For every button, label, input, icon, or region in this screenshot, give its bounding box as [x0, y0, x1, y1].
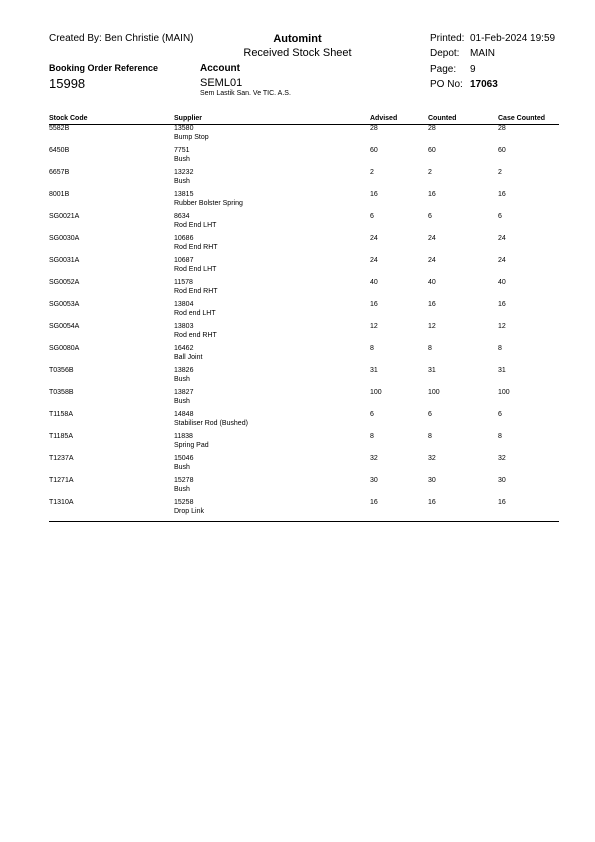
- stock-code-cell: T1237A: [49, 455, 74, 462]
- stock-code-cell: SG0031A: [49, 257, 80, 264]
- account-label: Account: [200, 63, 240, 74]
- page-number: 9: [470, 64, 476, 75]
- table-row: [49, 190, 559, 212]
- supplier-cell: [174, 256, 370, 278]
- item-description: Rubber Bolster Spring: [174, 200, 243, 207]
- item-description: Bush: [174, 398, 190, 405]
- supplier-code: 13803: [174, 323, 194, 330]
- depot-value: MAIN: [470, 48, 495, 59]
- supplier-code: 10686: [174, 235, 194, 242]
- counted-cell: 6: [428, 411, 432, 418]
- case-counted-cell: 24: [498, 257, 506, 264]
- item-description: Bush: [174, 178, 190, 185]
- counted-cell: 24: [428, 235, 436, 242]
- case-counted-cell: 6: [498, 213, 502, 220]
- stock-code-cell: 8001B: [49, 191, 70, 198]
- advised-cell: 12: [370, 323, 378, 330]
- table-row: [49, 498, 559, 520]
- case-counted-cell: 60: [498, 147, 506, 154]
- item-description: Stabiliser Rod (Bushed): [174, 420, 248, 427]
- supplier-cell: [174, 190, 370, 212]
- table-row: [49, 256, 559, 278]
- item-description: Bush: [174, 486, 190, 493]
- supplier-cell: [174, 498, 370, 520]
- supplier-code: 13804: [174, 301, 194, 308]
- advised-cell: 100: [370, 389, 382, 396]
- advised-cell: 6: [370, 213, 374, 220]
- case-counted-cell: 8: [498, 433, 502, 440]
- table-bottom-rule: [49, 521, 559, 522]
- table-row: [49, 168, 559, 190]
- stock-code-cell: T1185A: [49, 433, 73, 440]
- table-row: [49, 212, 559, 234]
- supplier-cell: [174, 300, 370, 322]
- case-counted-cell: 8: [498, 345, 502, 352]
- case-counted-cell: 16: [498, 301, 506, 308]
- case-counted-cell: 40: [498, 279, 506, 286]
- printed-value: 01-Feb-2024 19:59: [470, 33, 556, 44]
- advised-cell: 32: [370, 455, 378, 462]
- table-row: [49, 410, 559, 432]
- created-by-label: Created By:: [49, 33, 102, 44]
- table-row: [49, 388, 559, 410]
- supplier-code: 8634: [174, 213, 190, 220]
- counted-cell: 28: [428, 125, 436, 132]
- item-description: Bush: [174, 464, 190, 471]
- stock-code-cell: T1158A: [49, 411, 73, 418]
- counted-cell: 8: [428, 433, 432, 440]
- col-case-counted: Case Counted: [498, 115, 546, 122]
- item-description: Rod End RHT: [174, 288, 218, 295]
- stock-code-cell: T1310A: [49, 499, 74, 506]
- item-description: Rod end LHT: [174, 310, 216, 317]
- counted-cell: 32: [428, 455, 436, 462]
- supplier-code: 13815: [174, 191, 194, 198]
- case-counted-cell: 100: [498, 389, 510, 396]
- stock-code-cell: SG0054A: [49, 323, 80, 330]
- supplier-cell: [174, 432, 370, 454]
- table-row: [49, 146, 559, 168]
- supplier-cell: [174, 388, 370, 410]
- stock-code-cell: SG0021A: [49, 213, 80, 220]
- advised-cell: 2: [370, 169, 374, 176]
- counted-cell: 8: [428, 345, 432, 352]
- item-description: Bush: [174, 156, 190, 163]
- supplier-cell: [174, 124, 370, 146]
- stock-table: [49, 115, 559, 520]
- advised-cell: 40: [370, 279, 378, 286]
- supplier-code: 13827: [174, 389, 194, 396]
- case-counted-cell: 16: [498, 499, 506, 506]
- stock-code-cell: 5582B: [49, 125, 70, 132]
- counted-cell: 60: [428, 147, 436, 154]
- item-description: Rod End LHT: [174, 266, 217, 273]
- company-name: Automint: [273, 33, 322, 45]
- col-supplier: Supplier: [174, 115, 203, 122]
- advised-cell: 16: [370, 499, 378, 506]
- table-row: [49, 476, 559, 498]
- case-counted-cell: 32: [498, 455, 506, 462]
- advised-cell: 6: [370, 411, 374, 418]
- supplier-code: 13826: [174, 367, 194, 374]
- case-counted-cell: 24: [498, 235, 506, 242]
- booking-ref-label: Booking Order Reference: [49, 63, 159, 73]
- item-description: Drop Link: [174, 508, 204, 515]
- advised-cell: 24: [370, 257, 378, 264]
- po-number: 17063: [470, 79, 498, 90]
- table-row: [49, 234, 559, 256]
- table-row: [49, 432, 559, 454]
- counted-cell: 16: [428, 499, 436, 506]
- table-row: [49, 278, 559, 300]
- advised-cell: 16: [370, 191, 378, 198]
- advised-cell: 24: [370, 235, 378, 242]
- advised-cell: 8: [370, 345, 374, 352]
- item-description: Bush: [174, 376, 190, 383]
- table-row: [49, 300, 559, 322]
- supplier-code: 15278: [174, 477, 194, 484]
- counted-cell: 30: [428, 477, 436, 484]
- supplier-cell: [174, 410, 370, 432]
- col-counted: Counted: [428, 115, 457, 122]
- counted-cell: 31: [428, 367, 436, 374]
- printed-label: Printed:: [430, 33, 465, 44]
- supplier-cell: [174, 476, 370, 498]
- supplier-code: 16462: [174, 345, 194, 352]
- counted-cell: 100: [428, 389, 440, 396]
- document-title: Received Stock Sheet: [243, 47, 352, 59]
- item-description: Bump Stop: [174, 134, 209, 141]
- stock-code-cell: 6657B: [49, 169, 70, 176]
- stock-code-cell: SG0080A: [49, 345, 80, 352]
- advised-cell: 8: [370, 433, 374, 440]
- counted-cell: 6: [428, 213, 432, 220]
- item-description: Rod end RHT: [174, 332, 217, 339]
- supplier-code: 13232: [174, 169, 194, 176]
- page-label: Page:: [430, 64, 457, 75]
- advised-cell: 30: [370, 477, 378, 484]
- stock-code-cell: T0358B: [49, 389, 74, 396]
- case-counted-cell: 12: [498, 323, 506, 330]
- supplier-code: 10687: [174, 257, 194, 264]
- supplier-code: 11838: [174, 433, 193, 440]
- supplier-code: 7751: [174, 147, 190, 154]
- advised-cell: 60: [370, 147, 378, 154]
- stock-code-cell: T0356B: [49, 367, 74, 374]
- table-row: [49, 322, 559, 344]
- supplier-code: 11578: [174, 279, 193, 286]
- supplier-cell: [174, 366, 370, 388]
- supplier-cell: [174, 234, 370, 256]
- col-advised: Advised: [370, 115, 398, 122]
- po-label: PO No:: [430, 79, 463, 90]
- booking-ref-value: 15998: [49, 76, 86, 91]
- item-description: Rod End RHT: [174, 244, 218, 251]
- advised-cell: 31: [370, 367, 378, 374]
- case-counted-cell: 16: [498, 191, 506, 198]
- counted-cell: 16: [428, 191, 436, 198]
- case-counted-cell: 28: [498, 125, 506, 132]
- table-row: [49, 366, 559, 388]
- supplier-code: 15258: [174, 499, 194, 506]
- table-header-row: [49, 115, 559, 124]
- case-counted-cell: 30: [498, 477, 506, 484]
- header-rule: [49, 124, 559, 125]
- supplier-cell: [174, 344, 370, 366]
- counted-cell: 40: [428, 279, 436, 286]
- table-row: [49, 454, 559, 476]
- supplier-cell: [174, 212, 370, 234]
- case-counted-cell: 31: [498, 367, 506, 374]
- created-by-value: Ben Christie (MAIN): [104, 33, 194, 44]
- case-counted-cell: 6: [498, 411, 502, 418]
- advised-cell: 28: [370, 125, 378, 132]
- supplier-cell: [174, 168, 370, 190]
- advised-cell: 16: [370, 301, 378, 308]
- stock-code-cell: SG0030A: [49, 235, 80, 242]
- item-description: Spring Pad: [174, 442, 209, 449]
- col-stock-code: Stock Code: [49, 115, 88, 122]
- supplier-code: 14848: [174, 411, 194, 418]
- supplier-code: 15046: [174, 455, 194, 462]
- table-row: [49, 344, 559, 366]
- supplier-code: 13580: [174, 125, 194, 132]
- stock-code-cell: 6450B: [49, 147, 70, 154]
- stock-code-cell: T1271A: [49, 477, 74, 484]
- counted-cell: 24: [428, 257, 436, 264]
- supplier-cell: [174, 454, 370, 476]
- supplier-cell: [174, 146, 370, 168]
- stock-code-cell: SG0052A: [49, 279, 80, 286]
- counted-cell: 12: [428, 323, 436, 330]
- counted-cell: 16: [428, 301, 436, 308]
- stock-code-cell: SG0053A: [49, 301, 80, 308]
- account-code: SEML01: [200, 77, 243, 89]
- case-counted-cell: 2: [498, 169, 502, 176]
- item-description: Rod End LHT: [174, 222, 217, 229]
- supplier-cell: [174, 322, 370, 344]
- account-name: Sem Lastik San. Ve TIC. A.S.: [200, 90, 291, 97]
- table-row: [49, 124, 559, 146]
- depot-label: Depot:: [430, 48, 460, 59]
- supplier-cell: [174, 278, 370, 300]
- item-description: Ball Joint: [174, 354, 203, 361]
- counted-cell: 2: [428, 169, 432, 176]
